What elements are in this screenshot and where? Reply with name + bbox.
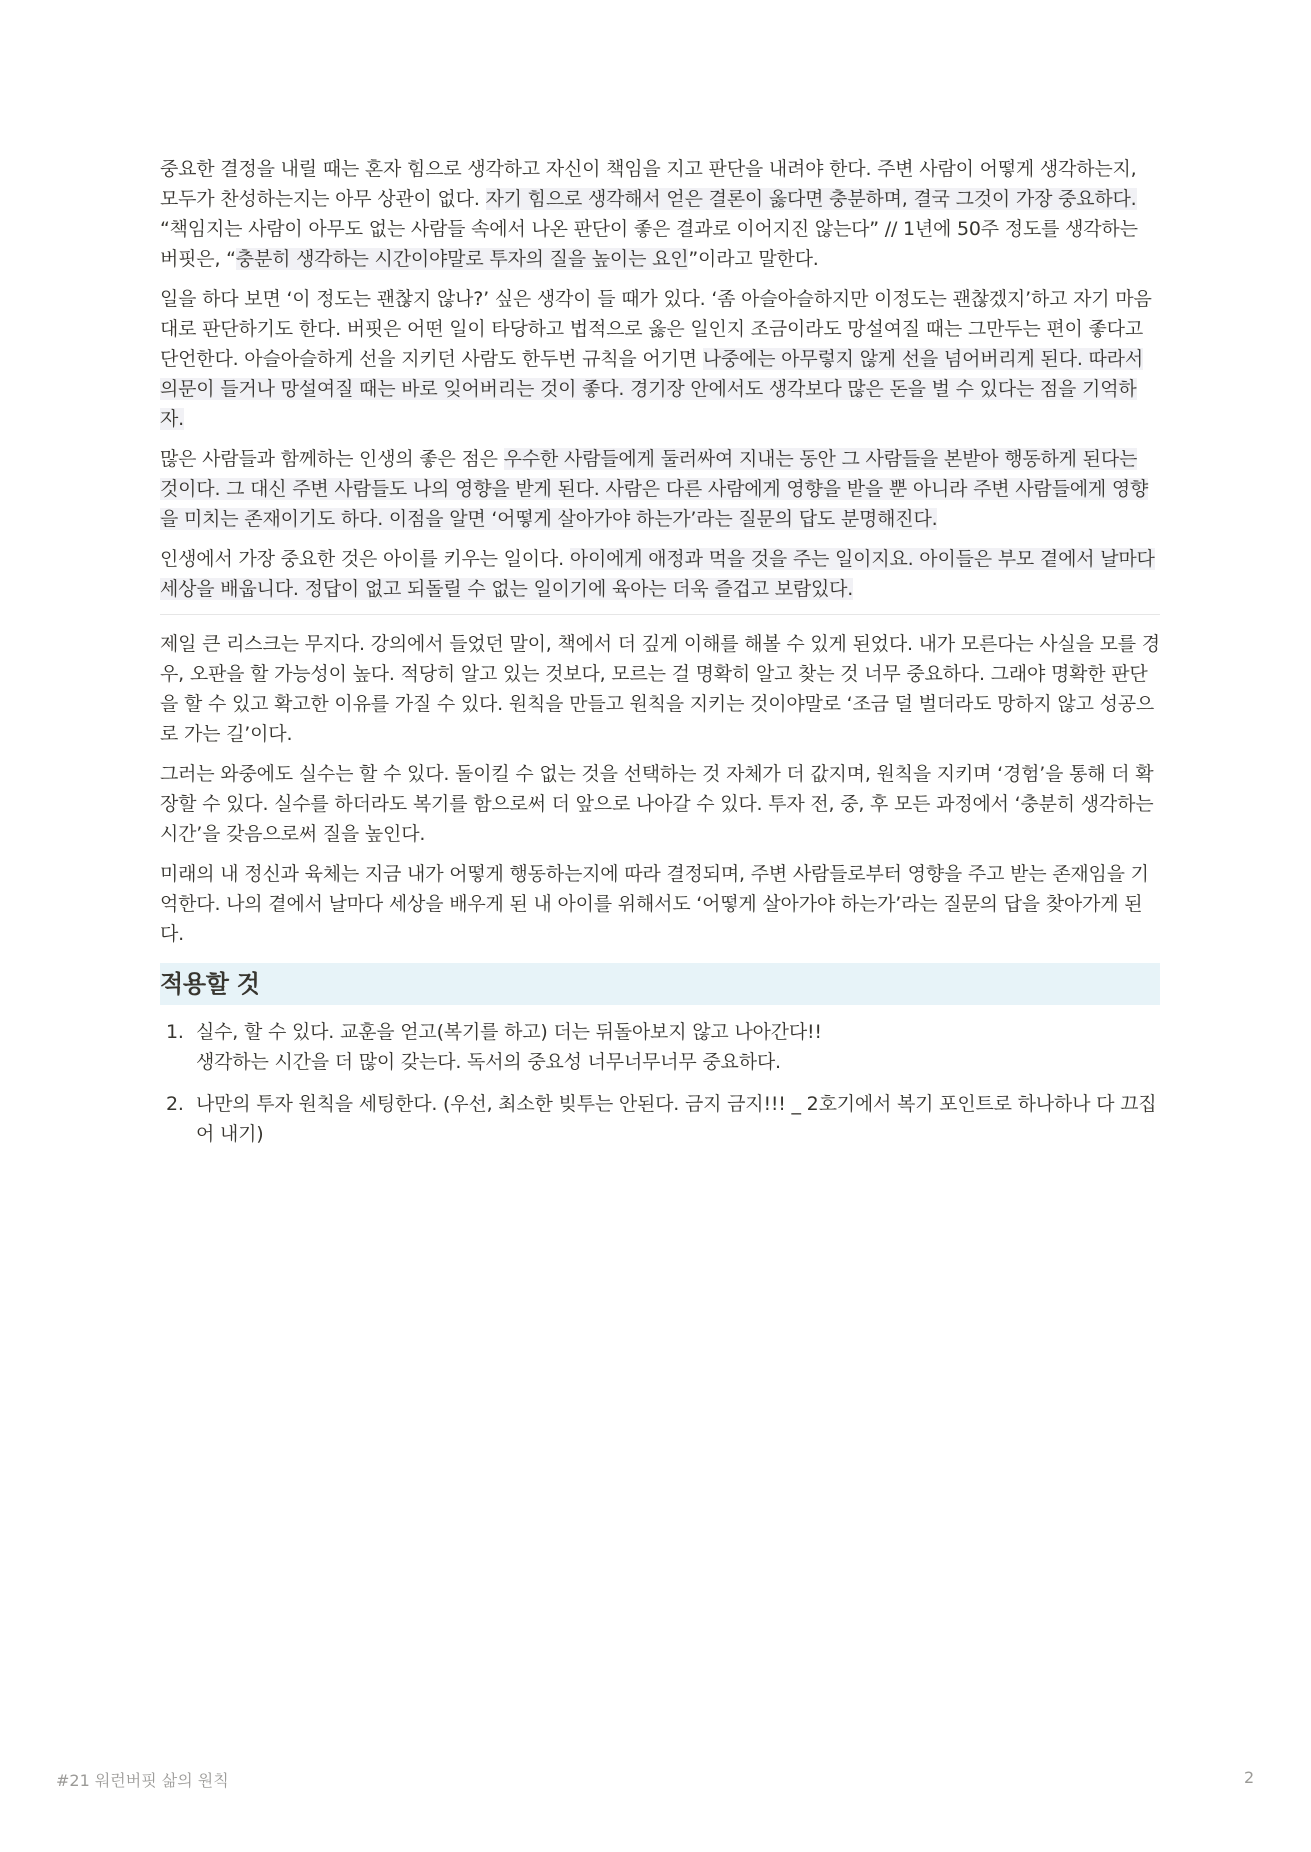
divider [160,614,1160,615]
paragraph-1-text-c: “책임지는 사람이 아무도 없는 사람들 속에서 나온 판단이 좋은 결과로 이어지진 않는다” // 1년에 50주 정도를 생각하는 버핏은, “ [160,218,1138,270]
list-item-line: 나만의 투자 원칙을 세팅한다. (우선, 최소한 빚투는 안된다. 금지 금지!!! _ 2호기에서 복기 포인트로 하나하나 다 끄집어 내기) [196,1093,1157,1145]
list-item [160,1089,1160,1149]
paragraph-7: 미래의 내 정신과 육체는 지금 내가 어떻게 행동하는지에 따라 결정되며, 주변 사람들로부터 영향을 주고 받는 존재임을 기억한다. 나의 곁에서 날마다 세상을 배우게 된 내 아이를 위해서도 ‘어떻게 살아가야 하는가’라는 질문의 답을 찾아가게 된다. [160,863,1149,945]
paragraph-3-highlight: 우수한 사람들에게 둘러싸여 지내는 동안 그 사람들을 본받아 행동하게 된다는 것이다. 그 대신 주변 사람들도 나의 영향을 받게 된다. 사람은 다른 사람에게 영향을 받을 뿐 아니라 주변 사람들에게 영향을 미치는 존재이기도 하다. 이점을 알면 ‘어떻게 살아가야 하는가’라는 질문의 답도 분명해진다. [160,448,1149,530]
paragraph-1-highlight-2: 충분히 생각하는 시간이야말로 투자의 질을 높이는 요인 [235,248,689,270]
paragraph-1-text-a: 중요한 결정을 내릴 때는 혼자 힘으로 생각하고 자신이 책임을 지고 판단을 내려야 한다. 주변 사람이 어떻게 생각하는지, 모두가 찬성하는지는 아무 상관이 없다. [160,158,1137,210]
paragraph-4 [160,544,1160,604]
list-item [160,1017,1160,1077]
list-item-number: 2. [166,1093,184,1115]
paragraph-4-highlight: 아이에게 애정과 먹을 것을 주는 일이지요. 아이들은 부모 곁에서 날마다 세상을 배웁니다. 정답이 없고 되돌릴 수 없는 일이기에 육아는 더욱 즐겁고 보람있다. [160,548,1155,600]
document-body [160,154,1160,1161]
paragraph-1-highlight: 자기 힘으로 생각해서 얻은 결론이 옳다면 충분하며, 결국 그것이 가장 중요하다. [485,188,1137,210]
list-item-number: 1. [166,1021,184,1043]
list-item-line: 실수, 할 수 있다. 교훈을 얻고(복기를 하고) 더는 뒤돌아보지 않고 나아간다!! [196,1021,822,1043]
paragraph-4-text-a: 인생에서 가장 중요한 것은 아이를 키우는 일이다. [160,548,570,570]
section-heading: 적용할 것 [160,963,1160,1005]
paragraph-2-highlight: 나중에는 아무렇지 않게 선을 넘어버리게 된다. 따라서 의문이 들거나 망설여질 때는 바로 잊어버리는 것이 좋다. 경기장 안에서도 생각보다 많은 돈을 벌 수 있다는 점을 기억하자. [160,348,1143,430]
page-number: 2 [1244,1768,1255,1787]
action-list [160,1017,1160,1149]
footer-title: #21 워런버핏 삶의 원칙 [56,1771,229,1790]
paragraph-5: 제일 큰 리스크는 무지다. 강의에서 들었던 말이, 책에서 더 깊게 이해를 해볼 수 있게 된었다. 내가 모른다는 사실을 모를 경우, 오판을 할 가능성이 높다. 적당히 알고 있는 것보다, 모르는 걸 명확히 알고 찾는 것 너무 중요하다. 그래야 명확한 판단을 할 수 있고 확고한 이유를 가질 수 있다. 원칙을 만들고 원칙을 지키는 것이야말로 ‘조금 덜 벌더라도 망하지 않고 성공으로 가는 길’이다. [160,633,1160,745]
paragraph-2 [160,284,1160,434]
paragraph-1 [160,154,1160,274]
paragraph-6: 그러는 와중에도 실수는 할 수 있다. 돌이킬 수 없는 것을 선택하는 것 자체가 더 값지며, 원칙을 지키며 ‘경험’을 통해 더 확장할 수 있다. 실수를 하더라도 복기를 함으로써 더 앞으로 나아갈 수 있다. 투자 전, 중, 후 모든 과정에서 ‘충분히 생각하는 시간’을 갖음으로써 질을 높인다. [160,763,1154,845]
list-item-line: 생각하는 시간을 더 많이 갖는다. 독서의 중요성 너무너무너무 중요하다. [196,1051,781,1073]
paragraph-3 [160,444,1160,534]
paragraph-2-text-a: 일을 하다 보면 ‘이 정도는 괜찮지 않나?’ 싶은 생각이 들 때가 있다. ‘좀 아슬아슬하지만 이정도는 괜찮겠지’하고 자기 마음대로 판단하기도 한다. 버핏은 어떤 일이 타당하고 법적으로 옳은 일인지 조금이라도 망설여질 때는 그만두는 편이 좋다고 단언한다. 아슬아슬하게 선을 지키던 사람도 한두번 규칙을 어기면 [160,288,1152,370]
paragraph-3-text-a: 많은 사람들과 함께하는 인생의 좋은 점은 [160,448,504,470]
paragraph-1-text-e: ”이라고 말한다. [688,248,819,270]
